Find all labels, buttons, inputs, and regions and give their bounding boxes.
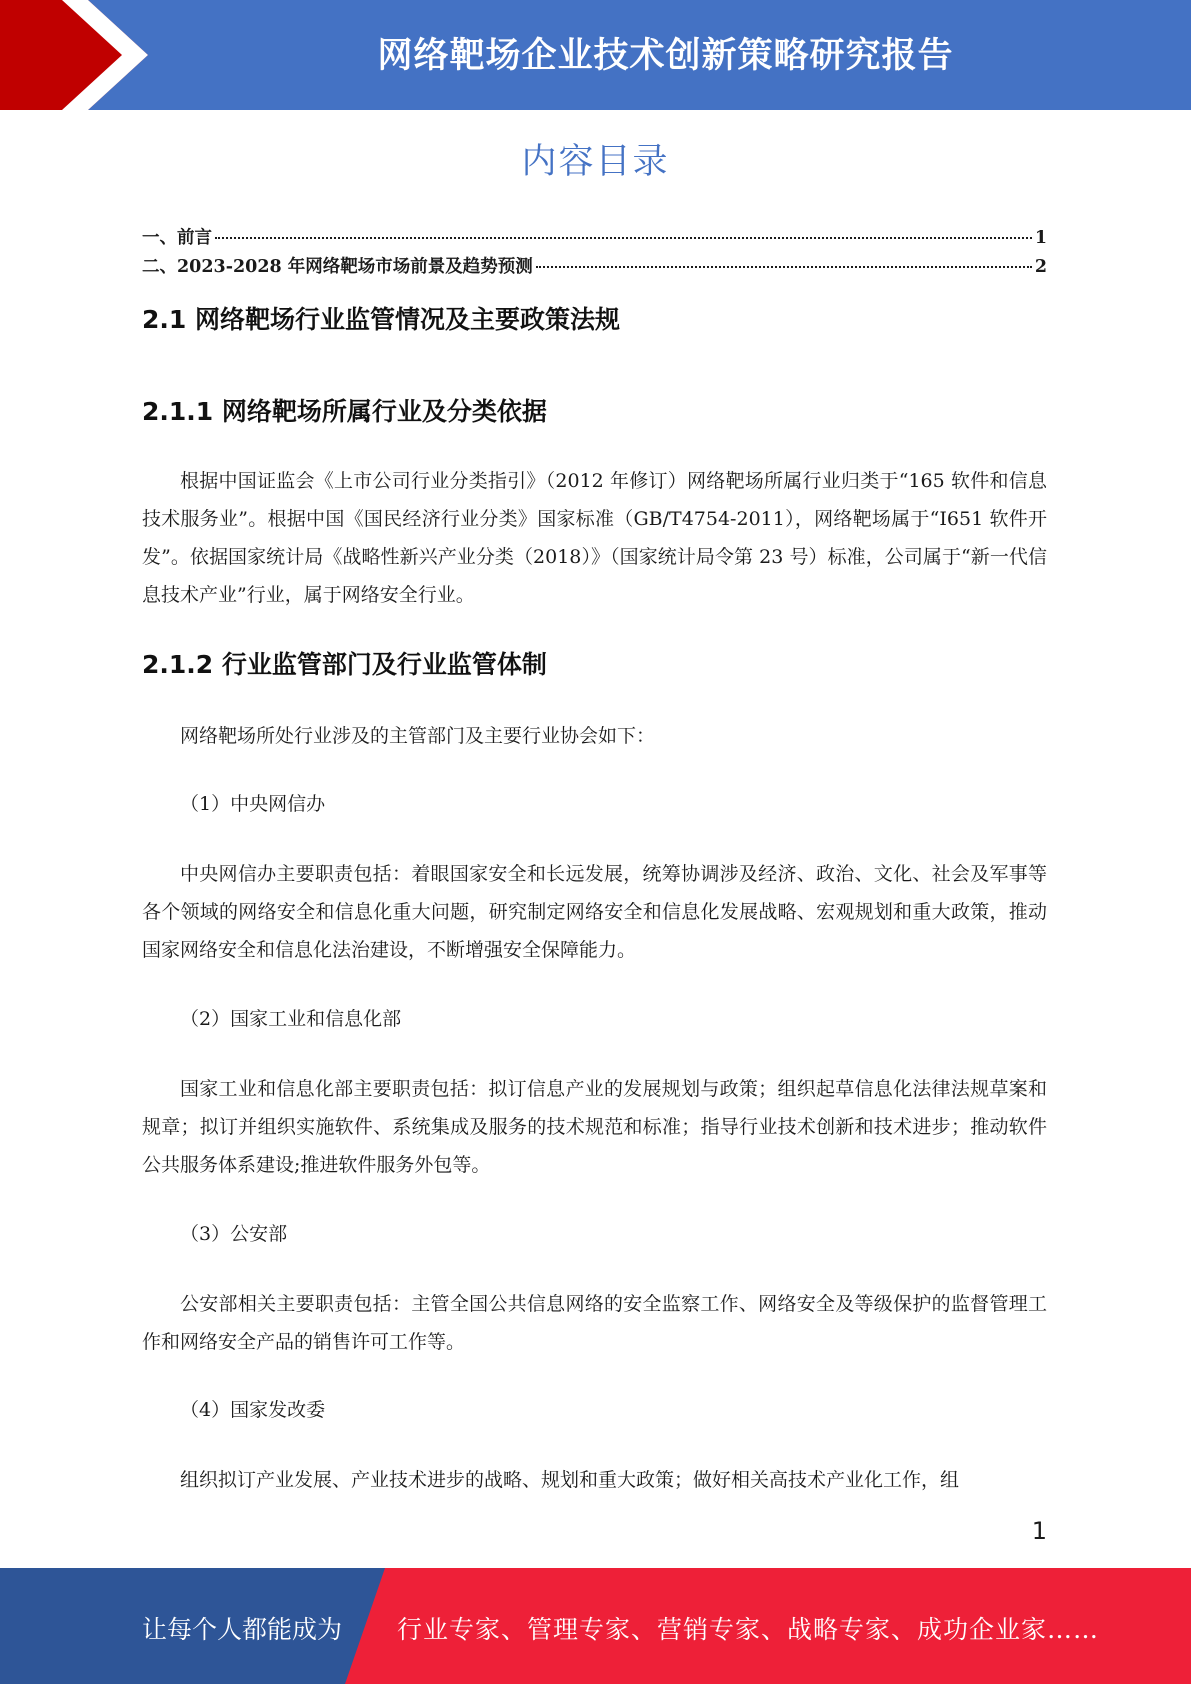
report-header <box>0 0 1191 110</box>
regulator-item-description: 公安部相关主要职责包括：主管全国公共信息网络的安全监察工作、网络安全及等级保护的监督管理工作和网络安全产品的销售许可工作等。 <box>142 1293 1047 1353</box>
toc-entry[interactable] <box>142 253 1047 282</box>
paragraph-regulators-intro: 网络靶场所处行业涉及的主管部门及主要行业协会如下： <box>180 725 656 747</box>
toc-entry-page: 1 <box>1034 228 1047 248</box>
toc-entry-label: 一、前言 <box>142 228 212 248</box>
section-heading-2-1-2: 2.1.2 行业监管部门及行业监管体制 <box>142 650 547 679</box>
toc-entry[interactable] <box>142 224 1047 253</box>
regulator-item-description: 组织拟订产业发展、产业技术进步的战略、规划和重大政策；做好相关高技术产业化工作，组 <box>180 1469 960 1491</box>
footer-slogan-left: 让每个人都能成为 <box>142 1615 343 1644</box>
regulator-item-label: （2）国家工业和信息化部 <box>180 1008 402 1030</box>
section-heading-2-1: 2.1 网络靶场行业监管情况及主要政策法规 <box>142 305 620 334</box>
paragraph-industry-classification: 根据中国证监会《上市公司行业分类指引》（2012 年修订）网络靶场所属行业归类于“165 软件和信息技术服务业”。根据中国《国民经济行业分类》国家标准（GB/T4754-2011），网络靶场属于“I651 软件开发”。依据国家统计局《战略性新兴产业分类（2018）》（国家统计局令第 23 号）标准，公司属于“新一代信息技术产业”行业，属于网络安全行业。 <box>142 470 1047 606</box>
regulator-item-description: 国家工业和信息化部主要职责包括：拟订信息产业的发展规划与政策；组织起草信息化法律法规草案和规章；拟订并组织实施软件、系统集成及服务的技术规范和标准；指导行业技术创新和技术进步；推动软件公共服务体系建设;推进软件服务外包等。 <box>142 1078 1047 1176</box>
regulator-item-description: 中央网信办主要职责包括：着眼国家安全和长远发展，统筹协调涉及经济、政治、文化、社会及军事等各个领域的网络安全和信息化重大问题，研究制定网络安全和信息化发展战略、宏观规划和重大政策，推动国家网络安全和信息化法治建设，不断增强安全保障能力。 <box>142 863 1047 961</box>
regulator-item-label: （3）公安部 <box>180 1223 288 1245</box>
report-footer <box>0 1568 1191 1684</box>
table-of-contents <box>142 224 1047 282</box>
footer-slogan-right: 行业专家、管理专家、营销专家、战略专家、成功企业家…… <box>397 1615 1100 1644</box>
toc-leader-dots <box>215 237 1032 239</box>
section-heading-2-1-1: 2.1.1 网络靶场所属行业及分类依据 <box>142 397 547 426</box>
toc-entry-page: 2 <box>1034 257 1047 277</box>
toc-leader-dots <box>536 266 1032 268</box>
toc-entry-label: 二、2023-2028 年网络靶场市场前景及趋势预测 <box>142 257 533 277</box>
page-number: 1 <box>1031 1517 1047 1545</box>
toc-title: 内容目录 <box>521 142 670 182</box>
regulator-item-label: （1）中央网信办 <box>180 793 326 815</box>
report-title: 网络靶场企业技术创新策略研究报告 <box>377 36 954 76</box>
regulator-item-label: （4）国家发改委 <box>180 1399 326 1421</box>
